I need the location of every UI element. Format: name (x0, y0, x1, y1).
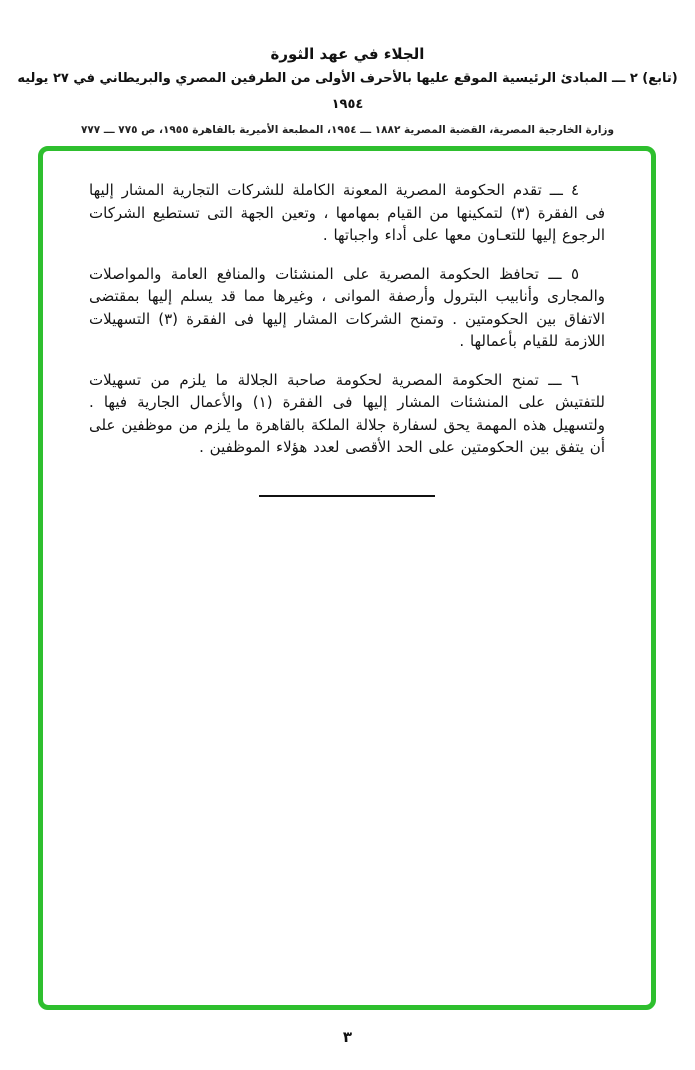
source-citation: وزارة الخارجية المصرية، القضية المصرية ١٨٨٢ ـــ ١٩٥٤، المطبعة الأميرية بالقاهرة ١٩٥٥، ص ٧٧٥ ـــ ٧٧٧ (80, 124, 614, 136)
paragraph-clause-5: ٥ ـــ تحافظ الحكومة المصرية على المنشئات والمنافع العامة والمواصلات والمجارى وأنابيب البترول وأرصفة الموانى ، وغيرها مما قد يسلم إليها بمقتضى الاتفاق بين الحكومتين . وتمنح الشركات المشار إليها فى الفقرة (٣) التسهيلات اللازمة للقيام بأعمالها . (89, 264, 605, 350)
paragraph-clause-6: ٦ ـــ تمنح الحكومة المصرية لحكومة صاحبة الجلالة ما يلزم من تسهيلات للتفتيش على المنشئات المشار إليها فى الفقرة (١) والأعمال الجارية فيها . ولتسهيل هذه المهمة يحق لسفارة جلالة الملكة بالقاهرة ما يلزم من موظفين على أن يتفق بين الحكومتين على الحد الأقصى لعدد هؤلاء الموظفين . (89, 370, 605, 456)
document-body-text (89, 179, 605, 459)
content-frame (38, 146, 656, 1010)
document-subtitle: (تابع) ٢ ـــ المبادئ الرئيسية الموقع عليها بالأحرف الأولى من الطرفين المصري والبريطاني في ٢٧ يوليه ١٩٥٤ (17, 71, 678, 112)
page-number: ٣ (342, 1028, 353, 1046)
section-divider (259, 495, 435, 497)
page-title: الجلاء في عهد الثورة (270, 45, 425, 63)
paragraph-clause-4: ٤ ـــ تقدم الحكومة المصرية المعونة الكاملة للشركات التجارية المشار إليها فى الفقرة (٣) لتمكينها من القيام بمهامها ، وتعين الجهة التى تستطيع الشركات الرجوع إليها للتعـاون معها على أداء واجباتها . (89, 181, 605, 244)
document-header (0, 0, 695, 142)
